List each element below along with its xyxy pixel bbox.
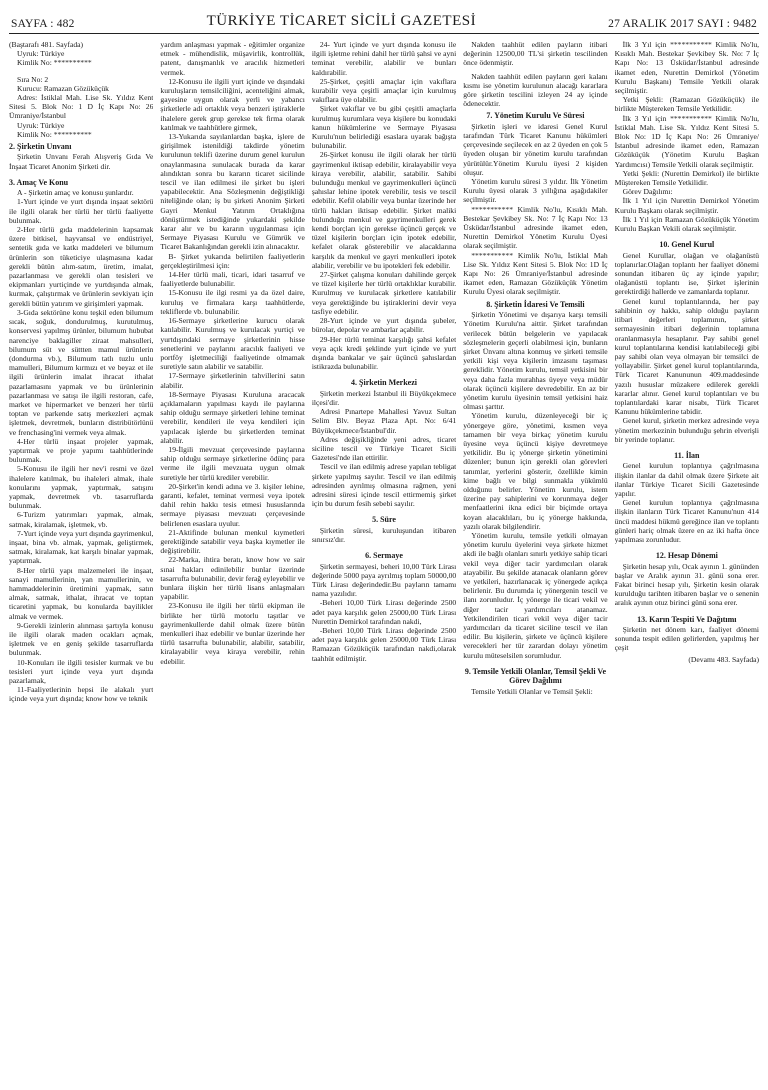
section-heading-representation: 9. Temsile Yetkili Olanlar, Temsil Şekli Ve Görev Dağılımı: [464, 666, 607, 686]
management-text-2: Yönetim kurulu, düzenleyeceği bir iç yönergeye göre, yönetimi, kısmen veya tamamen bir veya birkaç yönetim kurulu üyesine veya üçüncü kişiye devretmeye yetkilidir. Bu iç yönerge şirketin yönetimini düzenler; bunun için gerekli olan görevleri tanımlar, yerlerini gösterir, özellikle kimin kime bağlı ve bilgi sunmakla yükümlü olduğunu belirler. Yönetim kurulu, istem üzerine pay sahiplerini ve korunmaya değer menfaatlerini ikna edici bir biçimde ortaya koyan alacaklıları, bu iç yönerge hakkında, yazılı olarak bilgilendirir.: [463, 411, 608, 531]
purpose-item-25-donations: Şirket vakıflar ve bu gibi çeşitli amaçlarla kurulmuş kurumlara veya kişilere bu konudaki kanun hükümlerine ve Sermaye Piyasası Kurulu'nun belirlediği esaslara uyarak bağışta bulunabilir.: [311, 104, 457, 151]
purpose-item-3: 3-Gıda sektörüne konu teşkil eden bilumum sıcak, soğuk, dondurulmuş, kurutulmuş, konservesi yapılmış ürünler, bilumum hububat narenciye baklagiller ziraat mahsulleri, bilumum süt ve süttten mamul ürünlerin (dondurma vb.), Bilumum tatlı tuzlu unlu mamulleri, Bilumum kırmızı et ve beyaz et ile ilgili ürünlerin imalat ihracat ithalat pazarlamasını yapmak ve bu ürünlerinin pazarlanması ve satışı ile ilgili restoran, cafe, market ve hipermarket ve benzeri her türlü toptan ve parkende satış merkezleri açmak işletmek, devretmek, bunların distribütörlünü ve frenchasing'ini vermek veya almak.: [9, 307, 154, 437]
board-member-1: *********** Kimlik No'lu, Kısıklı Mah. Bestekar Şevkibey Sk. No: 7 İç Kapı No: 13 Üsküdar/İstanbul adresinde ikamet eden, Nurettin Demirkol Yönetim Kurulu Üyesi olarak seçilmiştir.: [463, 204, 608, 251]
general-assembly-text-3: Genel kurul, şirketin merkez adresinde veya yönetim merkezinin bulunduğu şehrin elverişli bir yerinde toplanır.: [614, 416, 760, 444]
general-assembly-text-1: Genel Kurullar, olağan ve olağanüstü toplanırlar.Olağan toplantı her faaliyet dönemi sonundan itibaren üç ay içinde yapılır; olağanüstü toplantı ise, Şirket işlerinin gerektirdiği hallerde ve zamanlarda toplanır.: [614, 250, 760, 297]
founder-2-id: Kimlik No: **********: [17, 129, 92, 139]
purpose-item-16: 16-Sermaye şirketlerine kurucu olarak katılabilir. Kurulmuş ve kurulacak yurtiçi ve yurtdışındaki sermaye şirketlerinin hisse senetlerini ve paylarını aracılık faaliyeti ve portföy işletmeciliği faaliyetinde olmamak suretiyle satın alabilir ve satabilir.: [160, 316, 305, 372]
section-heading-general-assembly: 10. Genel Kurul: [659, 240, 715, 250]
purpose-item-11-cont: yardım anlaşması yapmak - eğitimler organize etmek - mühendislik, müşavirlik, kontrollük, patent, danışmanlık ve aracılık hizmetleri vermek.: [160, 40, 305, 77]
capital-share-2: -Beheri 10,00 Türk Lirası değerinde 2500 adet paya karşılık gelen 25000,00 Türk Lirası Ramazan Gözüküçük tarafından nakdi,olarak taahhüt edilmiştir.: [311, 626, 457, 663]
founder-1-nationality: Uyruk: Türkiye: [17, 49, 65, 59]
spacer: [9, 171, 153, 175]
purpose-item-22: 22-Marka, ihtira beratı, know how ve sair sınai hakları edinilebilir bunlar üzerinde tasarrufta bulunabilir, devir ferağ eyleyebilir ve bunlara ilişkin her türlü lisans anlaşmaları yapabilir.: [160, 555, 305, 602]
issue-date: 27 ARALIK 2017 SAYI : 9482: [608, 18, 757, 30]
duty-distribution-label: Görev Dağılımı:: [622, 187, 673, 197]
purpose-item-2: 2-Her türlü gıda maddelerinin kapsamak üzere bitkisel, hayvansal ve endüstriyel, sentetik gıda ve katkı maddeleri ve bilumum ürünlerin son tüketiciye ulaşmasına kadar gerekli bütün alım-satım, üretim, imalat, pazarlanması ve gerekli olan tesisleri ve ekipmanları yurtiçinde ve yurtdışında almak, kurmak, çalıştırmak ve ürünlerin sevkiyatı için gerekli bütün yatırım ve girişimleri yapmak.: [9, 225, 154, 308]
purpose-item-17: 17-Sermaye şirketlerinin tahvillerini satın alabilir.: [160, 371, 305, 390]
duration-text: Şirketin süresi, kuruluşundan itibaren sınırsız'dır.: [311, 525, 457, 544]
capital-remaining-note: Nakden taahhüt edilen payların geri kalanı kısmı ise yönetim kurulunun alacağı kararlara göre şirketin tescilini izleyen 24 ay içinde ödenecektir.: [463, 71, 608, 109]
purpose-item-28: 28-Yurt içinde ve yurt dışında şubeler, bürolar, depolar ve ambarlar açabilir.: [311, 316, 457, 335]
capital-text: Şirketin sermayesi, beheri 10,00 Türk Lirası değerinde 5000 paya ayrılmış toplam 50000,00 Türk Lirası değerindedir.Bu payların tamamı nama yazılıdır.: [311, 561, 457, 599]
management-text-3: Yönetim kurulu, temsile yetkili olmayan yönetim kurulu üyelerini veya şirkete hizmet akdi ile bağlı olanları sınırlı yetkiye sahip ticari vekil veya diğer tacir yardımcıları olarak atayabilir. Bu şekilde atanacak olanların görev ve yetkileri, hazırlanacak iç yönergede açıkça belirlenir. Bu durumda iç yönergenin tescil ve ilanı zorunludur. İç yönerge ile ticari vekil ve diğer tacir yardımcıları atanamaz. Yetkilendirilen ticari vekil veya diğer tacir yardımcıları da ticaret siciline tescil ve ilan edilir. Bu kişilerin, şirkete ve üçüncü kişilere verecekleri her tür zarardan dolayı yönetim kurulu müteselsilen sorumludur.: [463, 530, 608, 660]
announcement-text-2: Genel kurulun toplantıya çağrılmasına ilişkin ilanların Türk Ticaret Kanunu'nun 414 üncü maddesi hükmü gereğince ilan ve toplantı günleri hariç olmak üzere en az iki hafta önce yapılması zorunludur.: [614, 498, 760, 544]
representative-2: İlk 3 Yıl için *********** Kimlik No'lu, İstiklal Mah. Lise Sk. Yıldız Kent Sitesi 5. Blok No: 1D İç Kapı No: 26 Ümraniye/İstanbul adresinde ikamet eden, Ramazan Gözüküçük (Yönetim Kurulu Başkan Yardımcısı) Temsile Yetkili olarak seçilmiştir.: [614, 113, 760, 169]
purpose-item-19: 19-İlgili mevzuat çerçevesinde paylarına sahip olduğu sermaye şirketlerine ödünç para verme ile ilgili mevzuata uygun olmak suretiyle her türlü krediler verebilir.: [160, 444, 305, 482]
spacer: [615, 608, 759, 612]
representative-1-authority: Yetki Şekli: (Ramazan Gözüküçük) ile birlikte Müştereken Temsile Yetkilidir.: [614, 95, 760, 114]
headquarters-city: Şirketin merkezi İstanbul ili Büyükçekmece ilçesi'dir.: [311, 388, 457, 407]
continued-from-note: (Baştarafı 481. Sayfada): [9, 40, 84, 49]
capital-share-1: -Beheri 10,00 Türk Lirası değerinde 2500 adet paya karşılık gelen 25000,00 Türk Lirası Nurettin Demirkol tarafından nakdi,: [311, 598, 457, 626]
purpose-item-1: 1-Yurt içinde ve yurt dışında inşaat sektörü ile ilgili olarak her türlü her türlü faaliyette bulunmak.: [9, 197, 154, 225]
purpose-item-25: 25-Şirket, çeşitli amaçlar için vakıflara kurabilir veya çeşitli amaçlar için kurulmuş vakıflara üye olabilir.: [311, 76, 457, 105]
page-number: SAYFA : 482: [11, 18, 75, 30]
section-heading-purpose: 3. Amaç Ve Konu: [9, 177, 69, 187]
capital-paid-note: Nakden taahhüt edilen payların itibari değerinin 12500,00 TL'si şirketin tescilinden önce ödenmiştir.: [463, 40, 608, 68]
address-change-note: Adres değişikliğinde yeni adres, ticaret siciline tescil ve Türkiye Ticaret Sicili Gazetesi'nde ilan ettirilir.: [311, 434, 457, 463]
fiscal-period-text: Şirketin hesap yılı, Ocak ayının 1. gününden başlar ve Aralık ayının 31. günü sona erer. Fakat birinci hesap yılı, Şirketin kesin olarak kurulduğu tarihten itibaren başlar ve o senenin aralık ayının otuz birinci günü sona erer.: [614, 561, 760, 608]
purpose-item-4: 4-Her türlü inşaat projeler yapmak, yaptırmak ve proje yapımı taahhütlerinde bulunmak.: [9, 436, 154, 465]
text-columns: [9, 40, 759, 1088]
purpose-item-21: 21-Aktifinde bulunan menkul kıymetleri gerektiğinde satabilir veya başka kıymetler ile değiştirebilir.: [160, 527, 305, 556]
spacer: [312, 371, 456, 375]
purpose-intro: A - Şirketin amaç ve konusu şunlardır.: [17, 188, 134, 198]
purpose-item-14: 14-Her türlü mali, ticari, idari tasarruf ve faaliyetlerde bulunabilir.: [160, 270, 305, 289]
founder-2-number: Sıra No: 2: [17, 74, 49, 84]
purpose-item-27: 27-Şirket çalışma konuları dahilinde gerçek ve tüzel kişilerle her türlü ortaklıklar kurabilir. Kurulmuş ve kurulacak şirketlere katılabilir veya gerektiğinde bu iştiraklerini devir veya tasfiye edebilir.: [311, 270, 457, 316]
headquarters-address: Adresi Pınartepe Mahallesi Yavuz Sultan Selim Blv. Beyaz Plaza Apt. No: 6/41 Büyükçekmece/İstanbul'dir.: [311, 407, 457, 435]
announcement-text-1: Genel kurulun toplantıya çağrılmasına ilişkin ilanlar da dahil olmak üzere Şirkete ait ilanlar Türkiye Ticaret Sicili Gazetesinde yapılır.: [614, 461, 760, 498]
purpose-item-8: 8-Her türlü yapı malzemeleri ile inşaat, sanayi mamullerinin, yan mamullerinin, ve hammaddelerinin üretimini yapmak, satın almak, satmak, ithalat, ihracat ve toptan ticaretini yapmak, bu konularda bayilikler almak ve vermek.: [9, 565, 154, 621]
spacer: [312, 544, 456, 548]
purpose-item-7: 7-Yurt içinde veya yurt dışında gayrimenkul, inşaat, bina vb. almak, yapmak, geliştirmek, satmak, kiralamak, kat karşılı binalar yapmak, yaptırmak.: [9, 528, 154, 566]
section-heading-profit: 13. Karın Tespiti Ve Dağıtımı: [637, 614, 737, 624]
purpose-item-29: 29-Her türlü teminat karşılığı şahsi kefalet veya açık kredi şeklinde yurt içinde ve yurt dışında bankalar ve şair üçüncü şahıslardan istikrazda bulunabilir.: [311, 334, 457, 372]
spacer: [312, 508, 456, 512]
general-assembly-text-2: Genel kurul toplantılarında, her pay sahibinin oy hakkı, sahip olduğu payların itibari değerleri toplamının, şirket sermayesinin itibari değerinin toplamına oranlanmasıyla hesaplanır. Pay sahibi genel kurul toplantılarına kendisi katılabileceği gibi pay sahibi olan veya olmayan bir temsilci de yollayabilir. Şirket genel kurul toplantılarında, Türk Ticaret Kanununun 409.maddesinde yazılı hususlar müzakere edilerek gerekli kararlar alınır. Genel kurul toplantıları ve bu toplantılardaki karar nisabı, Türk Ticaret Kanunu hükümlerine tabidir.: [614, 296, 760, 417]
representative-2-authority: Yetki Şekli: (Nurettin Demirkol) ile birlikte Müştereken Temsile Yetkilidir.: [614, 168, 760, 188]
continued-on-note: (Devamı 483. Sayfada): [688, 654, 760, 664]
purpose-item-24: 24- Yurt içinde ve yurt dışında konusu ile ilgili işletme rehini dahil her türlü şahsi ve ayni teminat verebilir, alabilir ve bunları kaldırabilir.: [311, 40, 457, 77]
section-heading-company-title: 2. Şirketin Unvanı: [9, 142, 72, 152]
gazette-title: TÜRKİYE TİCARET SİCİLİ GAZETESİ: [206, 13, 477, 29]
purpose-item-23: 23-Konusu ile ilgili her türlü ekipman ile birlikte her türlü motorlu taşıtlar ve gayrimenkullerde dahil olmak üzere bütün menkulleri ihaz edebilir ve bunlar üzerinde her türlü tasarrufta bulunabilir, alabilir, satabilir, kiralayabilir veya kiraya verebilir, rehin edebilir.: [160, 601, 305, 666]
purpose-item-9: 9-Gerekli izinlerin alınması şartıyla konusu ile ilgili olarak maden ocakları açmak, işletmek ve en geniş şekilde tasarruflarda bulunmak.: [9, 620, 154, 658]
purpose-item-5: 5-Konusu ile ilgili her nev'i resmi ve özel ihalelere katılmak, bu ihaleleri almak, ihale konularını yapmak, yaptırmak, satışını yapmak, devretmek vb. tasarruflarda bulunmak.: [9, 464, 154, 511]
duty-vice-chairman: İlk 1 Yıl için Ramazan Gözüküçük Yönetim Kurulu Başkan Vekili olarak seçilmiştir.: [614, 214, 760, 234]
purpose-b-intro: B- Şirket yukarıda belirtilen faaliyetlerin gerçekleştirilmesi için:: [160, 251, 305, 270]
purpose-item-11: 11-Faaliyetlerinin hepsi ile alakalı yurt içinde veya yurt dışında; know how ve teknik: [9, 685, 154, 704]
board-member-2: *********** Kimlik No'lu, İstiklal Mah Lise Sk. Yıldız Kent Sitesi 5. Blok No: 1D İç Kapı No: 26 Ümraniye/İstanbul adresinde ikamet eden, Ramazan Gözüküçük Yönetim Kurulu Üyesi olarak seçilmiştir.: [463, 250, 608, 297]
column-1: [9, 40, 153, 1088]
founder-1-id: Kimlik No: **********: [17, 58, 92, 68]
column-4: [463, 40, 607, 1088]
board-term: Yönetim kurulu süresi 3 yıldır. İlk Yönetim Kurulu üyesi olarak 3 yıllığına aşağıdakiler seçilmiştir.: [463, 177, 608, 205]
founder-2-name: Kurucu: Ramazan Gözüküçük: [17, 83, 109, 93]
section-heading-duration: 5. Süre: [372, 515, 396, 525]
purpose-item-15: 15-Konusu ile ilgi resmi ya da özel daire, kuruluş ve firmalara karşı taahhütlerde, tekliflerde vb. bulunabilir.: [160, 288, 305, 316]
founder-2-nationality: Uyruk: Türkiye: [17, 120, 65, 130]
notification-note: Tescil ve ilan edilmiş adrese yapılan tebligat şirkete yapılmış sayılır. Tescil ve ilan edilmiş adresinden ayrılmış olmasına rağmen, yeni adresini süresi içinde tescil ettirmemiş şirket için bu durum fesih sebebi sayılır.: [311, 462, 457, 509]
board-composition: Şirketin işleri ve idaresi Genel Kurul tarafından Türk Ticaret Kanunu hükümleri çerçevesinde seçilecek en az 2 üyeden en çok 5 üyeden oluşan bir yönetim kurulu tarafından yürütülür.Yönetim Kurulu üyesi 2 kişiden oluşur.: [463, 121, 608, 177]
representative-1: İlk 3 Yıl için *********** Kimlik No'lu, Kısıklı Mah. Bestekar Şevkibey Sk. No: 7 İç Kapı No: 13 Üsküdar/İstanbul adresinde ikamet eden, Nurettin Demirkol (Yönetim Kurulu Başkanı) Temsile Yetkili olarak seçilmiştir.: [614, 40, 760, 96]
representation-intro: Temsile Yetkili Olanlar ve Temsil Şekli:: [471, 686, 593, 696]
management-text-1: Şirketin Yönetimi ve dışarıya karşı temsili Yönetim Kurulu'na aittir. Şirket tarafından verilecek bütün belgelerin ve yapılacak sözleşmelerin geçerli olabilmesi için, bunların şirket Ünvanı altına konmuş ve şirketi temsile yetkili kişi veya kişilerin imzasını taşıması gereklidir. Yönetim kurulu, temsil yetkisini bir veya daha fazla murahhas üyeye veya müdür olarak üçüncü kişilere devredebilir. En az bir yönetim kurulu üyesinin temsil yetkisini haiz olması şarttır.: [463, 310, 608, 412]
purpose-item-18: 18-Sermaye Piyasası Kuruluna aracacak açıklamaların yapılması kaydı ile paylarına sahip olduğu sermaye şirketleri lehine teminat verebilir, kendileri ile veya kendileri için yapılacak işlerde bu şirketlerden teminat alabilir.: [160, 389, 305, 445]
spacer: [615, 233, 759, 237]
section-heading-headquarters: 4. Şirketin Merkezi: [351, 378, 417, 388]
purpose-item-6: 6-Turizm yatırımları yapmak, almak, satmak, kiralamak, işletmek, vb.: [9, 510, 154, 529]
column-3: [312, 40, 456, 1088]
purpose-item-13: 13-Yukarıda sayılanlardan başka, işlere de girişilmek istenildiği takdirde yönetim kurulunun teklifi üzerine durum genel kurulun onaylanmasına sunulacak burada da karar alındıktan sonra bu kararın ticaret sicilinde tescil ve ilan edilmesi ile şirket bu işleri yapabilecektir. Ana Sözleşmenin değiştikliği niteliğinde olan; iş bu şirketi Anonim Şirketi Gayri Menkul Yatırım Ortaklığına dönüştürmek istediğinde yukardaki şekilde karar alır ve bu kararın uygulanması için Sermaye Piyasası Kurulu ve Gümrük ve Ticaret Bakanlığından gerekli izin alınacaktır.: [160, 132, 305, 252]
section-heading-board: 7. Yönetim Kurulu Ve Süresi: [486, 111, 585, 121]
section-heading-fiscal-period: 12. Hesap Dönemi: [655, 551, 718, 561]
profit-text: Şirketin net dönem karı, faaliyet dönemi sonunda tespit edilen gelirlerden, yapılmış her çeşit: [614, 625, 760, 653]
spacer: [463, 660, 607, 664]
page-header: [9, 8, 759, 34]
spacer: [9, 68, 153, 75]
company-title-text: Şirketin Unvanı Ferah Alışveriş Gıda Ve İnşaat Ticaret Anonim Şirketi dir.: [9, 152, 154, 171]
purpose-item-20: 20-Şirket'in kendi adına ve 3. kişiler lehine, garanti, kefalet, teminat vermesi veya ipotek dahil rehin hakkı tesis etmesi hususlarında sermaye piyasası mevzuatı çerçevesinde belirlenen esaslara uyulur.: [160, 481, 305, 528]
column-5: [615, 40, 759, 1088]
section-heading-capital: 6. Sermaye: [365, 551, 403, 561]
section-heading-management: 8. Şirketin İdaresi Ve Temsili: [486, 299, 585, 309]
purpose-item-26: 26-Şirket konusu ile ilgili olarak her türlü gayrimenkul iktisap edebilir, kiralayabilir veya kiraya verebilir, alabilir, satabilir. Sahibi bulunduğu menkul ve gayrimenkulleri üçüncü şahıslar lehine ipotek verebilir, tesis ve tescil edebilir. Kefil olabilir veya bunlar üzerinde her türlü hakları iktisap edebilir. Şirket maliki bulunduğu menkul ve gayrimenkulleri gerek kendi borçları için gerekse üçüncü gerçek ve tüzel kişilerin borçları için ipotek edebilir, kefalet olarak gösterebilir ve alacaklarına karşılık da menkul ve gayri menkulleri ipotek alabilir, verebilir ve bu ipotekleri fek edebilir.: [311, 150, 457, 270]
purpose-item-10: 10-Konuları ile ilgili tesisler kurmak ve bu tesisleri yurt içinde veya yurt dışında pazarlamak,: [9, 657, 154, 686]
spacer: [615, 444, 759, 448]
founder-2-address: Adres: İstiklal Mah. Lise Sk. Yıldız Kent Sitesi 5. Blok No: 1 D İç Kapı No: 26 Ümraniye/İstanbul: [9, 93, 154, 121]
duty-chairman: İlk 1 Yıl için Nurettin Demirkol Yönetim Kurulu Başkanı olarak seçilmiştir.: [614, 196, 760, 215]
column-2: [160, 40, 304, 1088]
purpose-item-12: 12-Konusu ile ilgili yurt içinde ve dışındaki kuruluşların temsilciliğini, acenteliğini almak, gayesine uygun olarak yerli ve yabancı şirketlerle adi ortaklık veya benzeri iştiraklerle ihalelere gerek grup gerekse tek firma olarak katılmak ve taahhütlere girmek,: [160, 76, 305, 132]
spacer: [615, 544, 759, 548]
section-heading-announcement: 11. İlan: [674, 450, 700, 460]
